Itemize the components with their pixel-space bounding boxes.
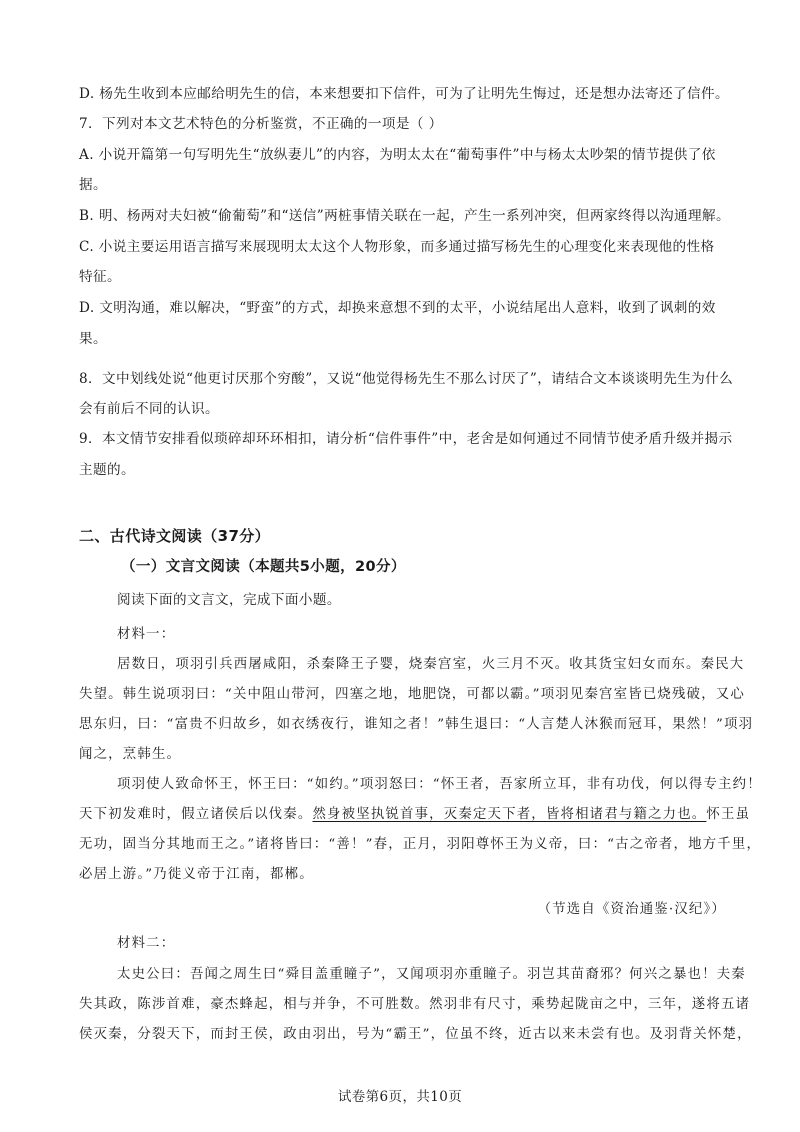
material-2-line: 失其政，陈涉首难，豪杰蜂起，相与并争，不可胜数。然羽非有尺寸，乘势起陇亩之中，三年，遂将五诸 bbox=[79, 997, 751, 1012]
material-1-line: 思东归，曰：“富贵不归故乡，如衣绣夜行，谁知之者！”韩生退曰：“人言楚人沐猴而冠耳，果然！”项羽 bbox=[79, 717, 754, 732]
q7-option-c: C. 小说主要运用语言描写来展现明太太这个人物形象，而多通过描写杨先生的心理变化来表现他的性格 bbox=[79, 239, 715, 255]
subsection-title: （一）文言文阅读（本题共5小题，20分） bbox=[121, 559, 406, 575]
q6-option-d: D. 杨先生收到本应邮给明先生的信，本来想要扣下信件，可为了让明先生悔过，还是想办法寄还了信件。 bbox=[79, 86, 729, 102]
q7-stem: 7．下列对本文艺术特色的分析鉴赏，不正确的一项是（ ） bbox=[79, 116, 443, 132]
q7-option-d: D. 文明沟通，难以解决，“野蛮”的方式，却换来意想不到的太平，小说结尾出人意料，收到了讽刺的效 bbox=[79, 300, 716, 316]
q7-option-c-cont: 特征。 bbox=[79, 269, 121, 285]
material-2-label: 材料二： bbox=[117, 936, 176, 951]
instruction: 阅读下面的文言文，完成下面小题。 bbox=[117, 592, 341, 608]
q7-option-a-cont: 据。 bbox=[79, 177, 107, 193]
material-1-line: 必居上游。”乃徙义帝于江南，都郴。 bbox=[79, 867, 314, 882]
q7-option-a: A. 小说开篇第一句写明先生“放纵妻儿”的内容，为明太太在“葡萄事件”中与杨太太吵架的情节提供了依 bbox=[79, 147, 716, 163]
q7-option-b: B. 明、杨两对夫妇被“偷葡萄”和“送信”两桩事情关联在一起，产生一系列冲突，但两家终得以沟通理解。 bbox=[79, 208, 730, 224]
material-2-line: 太史公曰：吾闻之周生曰“舜目盖重瞳子”，又闻项羽亦重瞳子。羽岂其苗裔邪？何兴之暴也！夫秦 bbox=[117, 967, 746, 982]
material-1-line: 闻之，烹韩生。 bbox=[79, 747, 182, 762]
material-1-line: 项羽使人致命怀王，怀王曰：“如约。”项羽怒曰：“怀王者，吾家所立耳，非有功伐，何以得专主约！ bbox=[117, 777, 762, 792]
q8-stem: 8．文中划线处说“他更讨厌那个穷酸”，又说“他觉得杨先生不那么讨厌了”，请结合文本谈谈明先生为什么 bbox=[79, 371, 734, 387]
q9-stem-cont: 主题的。 bbox=[79, 462, 135, 478]
q9-stem: 9．本文情节安排看似琐碎却环环相扣，请分析“信件事件”中，老舍是如何通过不同情节使矛盾升级并揭示 bbox=[79, 431, 733, 447]
material-2-line: 侯灭秦，分裂天下，而封王侯，政由羽出，号为“霸王”，位虽不终，近古以来未尝有也。及羽背关怀楚， bbox=[79, 1027, 752, 1042]
material-1-line: 无功，固当分其地而王之。”诸将皆曰：“善！”春，正月，羽阳尊怀王为义帝，曰：“古之帝者，地方千里， bbox=[79, 837, 762, 852]
material-1-line-underlined bbox=[79, 805, 750, 825]
q7-option-d-cont: 果。 bbox=[79, 331, 107, 347]
material-1-line: 失望。韩生说项羽曰：“关中阻山带河，四塞之地，地肥饶，可都以霸。”项羽见秦宫室皆已烧残破，又心 bbox=[79, 687, 745, 702]
section-title: 二、古代诗文阅读（37分） bbox=[79, 527, 271, 545]
plain-text: 天下初发难时，假立诸侯后以伐秦。 bbox=[79, 807, 313, 822]
page-footer: 试卷第6页，共10页 bbox=[337, 1089, 463, 1105]
material-1-source: （节选自《资治通鉴·汉纪》） bbox=[537, 902, 726, 917]
q8-stem-cont: 会有前后不同的认识。 bbox=[79, 401, 219, 417]
material-1-label: 材料一： bbox=[117, 627, 176, 642]
material-1-line: 居数日，项羽引兵西屠咸阳，杀秦降王子婴，烧秦宫室，火三月不灭。收其货宝妇女而东。秦民大 bbox=[117, 657, 745, 672]
plain-text: 怀王虽 bbox=[706, 807, 751, 822]
underlined-sentence: 然身被坚执锐首事，灭秦定天下者，皆将相诸君与籍之力也。 bbox=[312, 807, 707, 822]
